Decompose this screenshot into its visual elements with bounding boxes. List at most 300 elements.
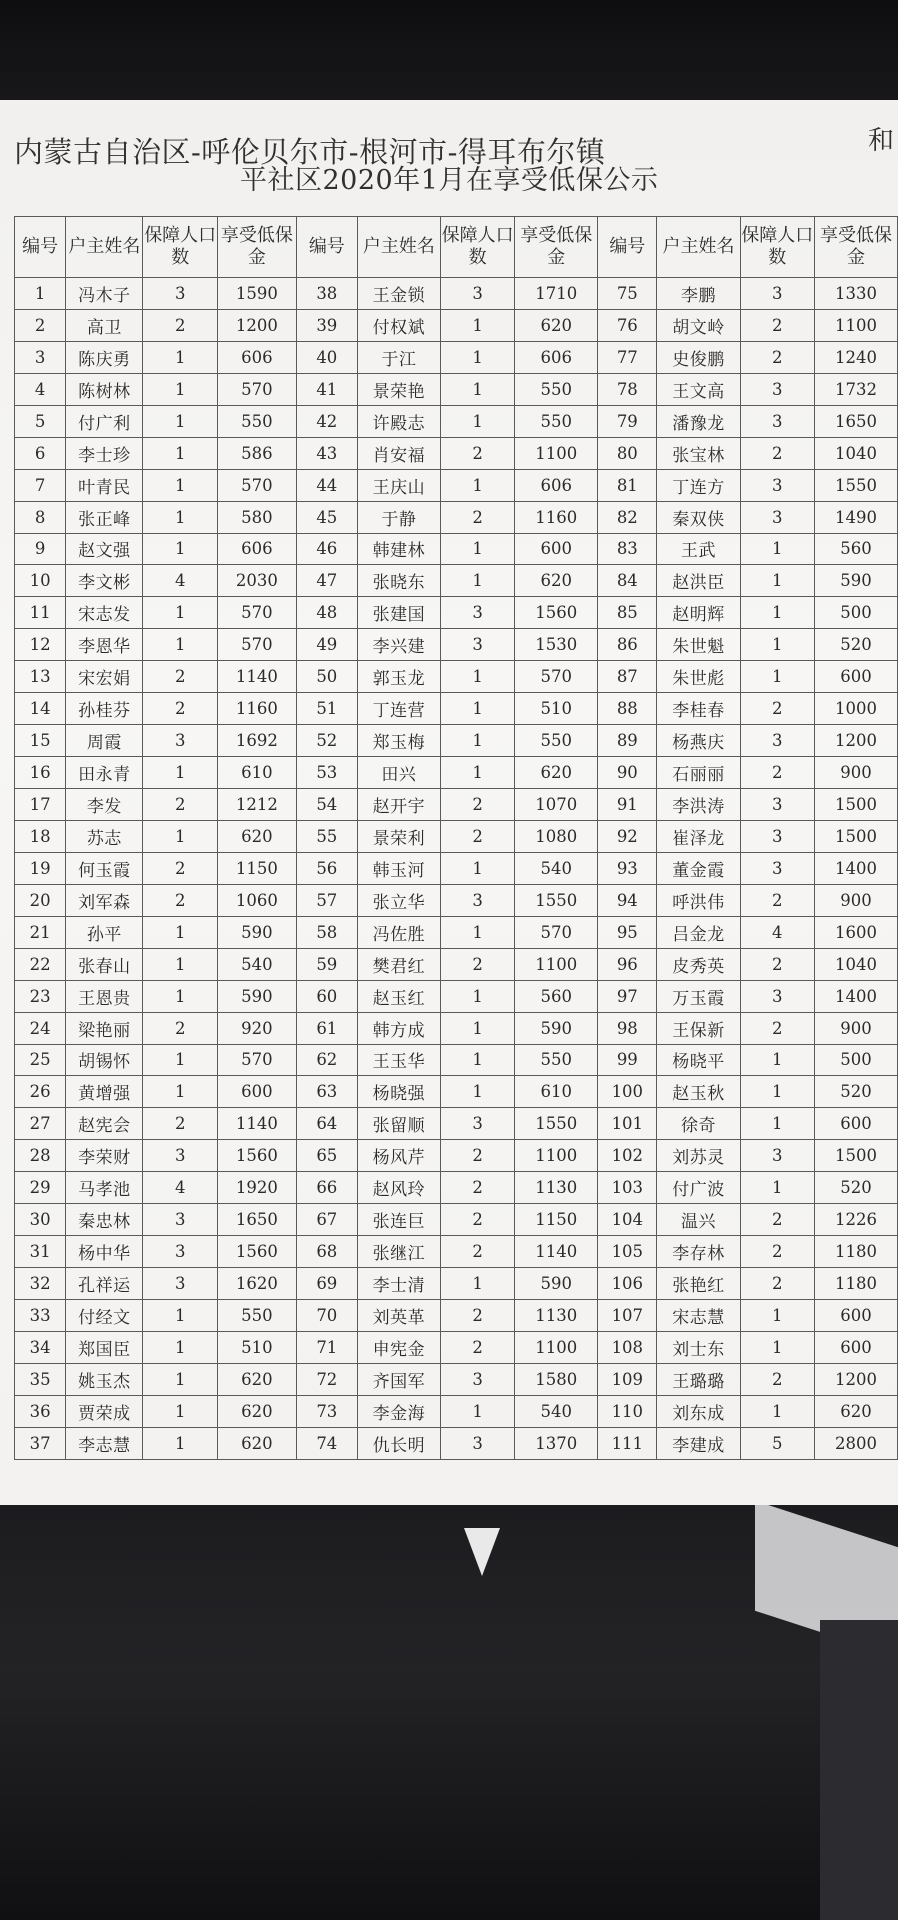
- cell-name: 董金霞: [657, 852, 740, 884]
- cell-household-size: 2: [740, 1204, 814, 1236]
- cell-name: 史俊鹏: [657, 341, 740, 373]
- cell-name: 许殿志: [357, 405, 440, 437]
- cell-allowance: 510: [515, 693, 598, 725]
- light-reflection: [464, 1528, 500, 1576]
- table-row: [15, 278, 898, 310]
- table-row: [15, 1268, 898, 1300]
- cell-name: 周霞: [66, 725, 143, 757]
- cell-name: 冯佐胜: [357, 916, 440, 948]
- cell-household-size: 3: [143, 1204, 217, 1236]
- cell-id: 4: [15, 373, 66, 405]
- cell-allowance: 510: [217, 1331, 296, 1363]
- cell-allowance: 1400: [815, 980, 898, 1012]
- cell-id: 3: [15, 341, 66, 373]
- cell-name: 李鹏: [657, 278, 740, 310]
- cell-id: 64: [296, 1108, 357, 1140]
- cell-name: 徐奇: [657, 1108, 740, 1140]
- cell-id: 71: [296, 1331, 357, 1363]
- cell-id: 40: [296, 341, 357, 373]
- cell-name: 王保新: [657, 1012, 740, 1044]
- table-row: [15, 469, 898, 501]
- cell-name: 梁艳丽: [66, 1012, 143, 1044]
- cell-id: 85: [598, 597, 657, 629]
- cell-allowance: 580: [217, 501, 296, 533]
- cell-household-size: 2: [740, 437, 814, 469]
- cell-household-size: 1: [440, 309, 514, 341]
- cell-household-size: 4: [143, 1172, 217, 1204]
- cell-allowance: 1180: [815, 1236, 898, 1268]
- cell-household-size: 5: [740, 1427, 814, 1459]
- cell-household-size: 1: [143, 469, 217, 501]
- cell-allowance: 570: [217, 469, 296, 501]
- cell-household-size: 3: [440, 884, 514, 916]
- cell-name: 丁连方: [657, 469, 740, 501]
- cell-household-size: 2: [740, 1363, 814, 1395]
- cell-allowance: 1550: [815, 469, 898, 501]
- cell-name: 秦双侠: [657, 501, 740, 533]
- cell-name: 吕金龙: [657, 916, 740, 948]
- cell-name: 张艳红: [657, 1268, 740, 1300]
- cell-household-size: 3: [440, 629, 514, 661]
- cell-allowance: 550: [515, 373, 598, 405]
- cell-name: 赵开宇: [357, 789, 440, 821]
- cell-allowance: 620: [217, 820, 296, 852]
- cell-name: 肖安福: [357, 437, 440, 469]
- cell-id: 81: [598, 469, 657, 501]
- cell-allowance: 520: [815, 629, 898, 661]
- table-row: [15, 597, 898, 629]
- cell-name: 杨中华: [66, 1236, 143, 1268]
- cell-name: 胡锡怀: [66, 1044, 143, 1076]
- cell-allowance: 570: [217, 1044, 296, 1076]
- cell-allowance: 1100: [515, 948, 598, 980]
- cell-allowance: 600: [815, 661, 898, 693]
- cell-name: 李存林: [657, 1236, 740, 1268]
- cell-household-size: 1: [440, 1012, 514, 1044]
- cell-id: 58: [296, 916, 357, 948]
- cell-name: 张春山: [66, 948, 143, 980]
- cell-allowance: 1000: [815, 693, 898, 725]
- cell-household-size: 3: [740, 278, 814, 310]
- cell-household-size: 1: [440, 661, 514, 693]
- cell-allowance: 620: [515, 565, 598, 597]
- cell-id: 69: [296, 1268, 357, 1300]
- cell-allowance: 900: [815, 884, 898, 916]
- cell-household-size: 1: [143, 916, 217, 948]
- cell-household-size: 2: [143, 884, 217, 916]
- cell-household-size: 2: [440, 1172, 514, 1204]
- cell-household-size: 3: [740, 725, 814, 757]
- cell-allowance: 600: [815, 1300, 898, 1332]
- cell-id: 32: [15, 1268, 66, 1300]
- cell-allowance: 570: [217, 597, 296, 629]
- cell-name: 胡文岭: [657, 309, 740, 341]
- cell-id: 80: [598, 437, 657, 469]
- cell-household-size: 3: [440, 1427, 514, 1459]
- cell-name: 付权斌: [357, 309, 440, 341]
- cell-household-size: 3: [740, 789, 814, 821]
- cell-allowance: 1692: [217, 725, 296, 757]
- cell-household-size: 1: [143, 948, 217, 980]
- cell-name: 朱世彪: [657, 661, 740, 693]
- cell-id: 17: [15, 789, 66, 821]
- cell-id: 37: [15, 1427, 66, 1459]
- cell-household-size: 1: [440, 1268, 514, 1300]
- cell-allowance: 1100: [515, 1140, 598, 1172]
- cell-name: 陈庆勇: [66, 341, 143, 373]
- column-header-id: 编号: [296, 217, 357, 278]
- table-row: [15, 948, 898, 980]
- cell-household-size: 2: [440, 1236, 514, 1268]
- cell-id: 7: [15, 469, 66, 501]
- cell-name: 杨燕庆: [657, 725, 740, 757]
- cell-id: 24: [15, 1012, 66, 1044]
- cell-id: 60: [296, 980, 357, 1012]
- cell-allowance: 1580: [515, 1363, 598, 1395]
- cell-id: 8: [15, 501, 66, 533]
- cell-name: 温兴: [657, 1204, 740, 1236]
- cell-id: 68: [296, 1236, 357, 1268]
- cell-household-size: 1: [143, 757, 217, 789]
- cell-allowance: 606: [217, 533, 296, 565]
- cell-allowance: 1550: [515, 884, 598, 916]
- cell-allowance: 1140: [515, 1236, 598, 1268]
- cell-allowance: 620: [515, 309, 598, 341]
- cell-allowance: 500: [815, 597, 898, 629]
- cell-name: 孙平: [66, 916, 143, 948]
- cell-household-size: 3: [740, 980, 814, 1012]
- table-row: [15, 916, 898, 948]
- cell-household-size: 2: [740, 1012, 814, 1044]
- document-title-corner: 和: [868, 126, 895, 156]
- cell-id: 107: [598, 1300, 657, 1332]
- cell-id: 73: [296, 1395, 357, 1427]
- cell-household-size: 2: [740, 341, 814, 373]
- table-row: [15, 725, 898, 757]
- cell-name: 郑国臣: [66, 1331, 143, 1363]
- cell-allowance: 1100: [815, 309, 898, 341]
- cell-household-size: 2: [440, 948, 514, 980]
- cell-household-size: 1: [440, 980, 514, 1012]
- cell-id: 44: [296, 469, 357, 501]
- table-row: [15, 1395, 898, 1427]
- cell-allowance: 1040: [815, 948, 898, 980]
- cell-household-size: 1: [143, 1076, 217, 1108]
- cell-name: 李士清: [357, 1268, 440, 1300]
- cell-allowance: 1600: [815, 916, 898, 948]
- cell-id: 83: [598, 533, 657, 565]
- cell-allowance: 1560: [217, 1236, 296, 1268]
- cell-id: 95: [598, 916, 657, 948]
- cell-id: 20: [15, 884, 66, 916]
- header-row: [15, 217, 898, 278]
- dark-background-bottom: [0, 1500, 898, 1920]
- cell-id: 21: [15, 916, 66, 948]
- cell-name: 韩建林: [357, 533, 440, 565]
- cell-allowance: 1160: [217, 693, 296, 725]
- cell-id: 89: [598, 725, 657, 757]
- cell-name: 崔泽龙: [657, 820, 740, 852]
- cell-allowance: 1590: [217, 278, 296, 310]
- cell-id: 100: [598, 1076, 657, 1108]
- cell-household-size: 1: [440, 469, 514, 501]
- cell-id: 19: [15, 852, 66, 884]
- cell-name: 景荣利: [357, 820, 440, 852]
- table-row: [15, 437, 898, 469]
- table-row: [15, 341, 898, 373]
- table-body: [15, 278, 898, 1460]
- cell-name: 仇长明: [357, 1427, 440, 1459]
- cell-name: 韩方成: [357, 1012, 440, 1044]
- cell-household-size: 2: [440, 501, 514, 533]
- cell-id: 57: [296, 884, 357, 916]
- cell-name: 张留顺: [357, 1108, 440, 1140]
- cell-allowance: 1500: [815, 820, 898, 852]
- cell-name: 李士珍: [66, 437, 143, 469]
- cell-name: 郭玉龙: [357, 661, 440, 693]
- cell-id: 77: [598, 341, 657, 373]
- table-row: [15, 501, 898, 533]
- cell-household-size: 3: [143, 1268, 217, 1300]
- table-row: [15, 565, 898, 597]
- cell-household-size: 4: [740, 916, 814, 948]
- cell-id: 46: [296, 533, 357, 565]
- cell-name: 王庆山: [357, 469, 440, 501]
- cell-household-size: 1: [440, 1044, 514, 1076]
- cell-household-size: 1: [440, 373, 514, 405]
- table-row: [15, 820, 898, 852]
- cell-household-size: 2: [143, 852, 217, 884]
- cell-id: 28: [15, 1140, 66, 1172]
- cell-household-size: 2: [143, 693, 217, 725]
- cell-name: 赵洪臣: [657, 565, 740, 597]
- cell-allowance: 550: [515, 725, 598, 757]
- table-row: [15, 1236, 898, 1268]
- cell-household-size: 3: [740, 852, 814, 884]
- cell-household-size: 1: [143, 373, 217, 405]
- cell-allowance: 550: [515, 1044, 598, 1076]
- cell-household-size: 1: [143, 405, 217, 437]
- cell-id: 54: [296, 789, 357, 821]
- cell-name: 王文高: [657, 373, 740, 405]
- cell-name: 呼洪伟: [657, 884, 740, 916]
- cell-id: 96: [598, 948, 657, 980]
- cell-name: 冯木子: [66, 278, 143, 310]
- cell-id: 61: [296, 1012, 357, 1044]
- cell-household-size: 1: [143, 597, 217, 629]
- cell-name: 李洪涛: [657, 789, 740, 821]
- cell-name: 石丽丽: [657, 757, 740, 789]
- cell-allowance: 570: [515, 661, 598, 693]
- cell-allowance: 920: [217, 1012, 296, 1044]
- cell-allowance: 1650: [217, 1204, 296, 1236]
- cell-id: 51: [296, 693, 357, 725]
- cell-allowance: 900: [815, 1012, 898, 1044]
- cell-name: 丁连营: [357, 693, 440, 725]
- cell-allowance: 2030: [217, 565, 296, 597]
- table-row: [15, 1076, 898, 1108]
- cell-name: 于江: [357, 341, 440, 373]
- cell-allowance: 560: [815, 533, 898, 565]
- cell-id: 50: [296, 661, 357, 693]
- cell-allowance: 1920: [217, 1172, 296, 1204]
- table-row: [15, 1427, 898, 1459]
- cell-allowance: 600: [515, 533, 598, 565]
- cell-id: 29: [15, 1172, 66, 1204]
- cell-id: 25: [15, 1044, 66, 1076]
- cell-household-size: 1: [143, 341, 217, 373]
- cell-name: 苏志: [66, 820, 143, 852]
- table-row: [15, 1300, 898, 1332]
- cell-household-size: 1: [740, 1108, 814, 1140]
- cell-name: 韩玉河: [357, 852, 440, 884]
- cell-id: 91: [598, 789, 657, 821]
- cell-allowance: 500: [815, 1044, 898, 1076]
- cell-name: 皮秀英: [657, 948, 740, 980]
- cell-allowance: 1240: [815, 341, 898, 373]
- cell-household-size: 4: [143, 565, 217, 597]
- cell-name: 宋志慧: [657, 1300, 740, 1332]
- cell-household-size: 3: [440, 278, 514, 310]
- cell-allowance: 1200: [815, 725, 898, 757]
- cell-allowance: 520: [815, 1172, 898, 1204]
- background-object: [820, 1620, 898, 1920]
- cell-allowance: 1530: [515, 629, 598, 661]
- cell-id: 105: [598, 1236, 657, 1268]
- cell-id: 39: [296, 309, 357, 341]
- cell-name: 宋宏娟: [66, 661, 143, 693]
- cell-id: 31: [15, 1236, 66, 1268]
- cell-allowance: 1200: [217, 309, 296, 341]
- cell-allowance: 590: [815, 565, 898, 597]
- cell-name: 于静: [357, 501, 440, 533]
- cell-allowance: 1500: [815, 789, 898, 821]
- cell-allowance: 600: [815, 1108, 898, 1140]
- cell-allowance: 1650: [815, 405, 898, 437]
- table-row: [15, 1331, 898, 1363]
- cell-household-size: 1: [143, 629, 217, 661]
- cell-id: 103: [598, 1172, 657, 1204]
- cell-id: 26: [15, 1076, 66, 1108]
- document-title-line2: 平社区2020年1月在享受低保公示: [240, 165, 659, 196]
- cell-household-size: 2: [143, 1108, 217, 1140]
- cell-id: 27: [15, 1108, 66, 1140]
- cell-allowance: 1160: [515, 501, 598, 533]
- cell-allowance: 520: [815, 1076, 898, 1108]
- cell-allowance: 620: [217, 1427, 296, 1459]
- cell-allowance: 1620: [217, 1268, 296, 1300]
- cell-household-size: 1: [440, 693, 514, 725]
- cell-name: 王金锁: [357, 278, 440, 310]
- cell-id: 88: [598, 693, 657, 725]
- cell-name: 杨晓强: [357, 1076, 440, 1108]
- cell-id: 78: [598, 373, 657, 405]
- table-row: [15, 884, 898, 916]
- cell-name: 张立华: [357, 884, 440, 916]
- cell-name: 张宝林: [657, 437, 740, 469]
- cell-id: 49: [296, 629, 357, 661]
- cell-household-size: 1: [740, 565, 814, 597]
- cell-allowance: 570: [217, 373, 296, 405]
- cell-name: 孙桂芬: [66, 693, 143, 725]
- cell-name: 刘英革: [357, 1300, 440, 1332]
- cell-allowance: 1150: [217, 852, 296, 884]
- cell-household-size: 3: [740, 1140, 814, 1172]
- table-row: [15, 1012, 898, 1044]
- cell-id: 1: [15, 278, 66, 310]
- cell-name: 杨风芹: [357, 1140, 440, 1172]
- cell-household-size: 1: [143, 980, 217, 1012]
- cell-household-size: 1: [440, 852, 514, 884]
- cell-id: 16: [15, 757, 66, 789]
- cell-id: 65: [296, 1140, 357, 1172]
- cell-id: 70: [296, 1300, 357, 1332]
- cell-household-size: 2: [740, 1268, 814, 1300]
- cell-name: 付经文: [66, 1300, 143, 1332]
- cell-allowance: 550: [515, 405, 598, 437]
- cell-household-size: 1: [143, 1300, 217, 1332]
- cell-household-size: 1: [143, 1427, 217, 1459]
- cell-name: 齐国军: [357, 1363, 440, 1395]
- cell-household-size: 1: [740, 533, 814, 565]
- cell-allowance: 900: [815, 757, 898, 789]
- cell-name: 贾荣成: [66, 1395, 143, 1427]
- cell-id: 42: [296, 405, 357, 437]
- cell-allowance: 1040: [815, 437, 898, 469]
- cell-allowance: 610: [515, 1076, 598, 1108]
- cell-name: 李文彬: [66, 565, 143, 597]
- cell-id: 53: [296, 757, 357, 789]
- cell-allowance: 600: [217, 1076, 296, 1108]
- cell-allowance: 600: [815, 1331, 898, 1363]
- cell-name: 马孝池: [66, 1172, 143, 1204]
- cell-name: 万玉霞: [657, 980, 740, 1012]
- cell-name: 李桂春: [657, 693, 740, 725]
- table-row: [15, 757, 898, 789]
- cell-name: 潘豫龙: [657, 405, 740, 437]
- document-title-line1: 内蒙古自治区-呼伦贝尔市-根河市-得耳布尔镇: [14, 135, 606, 169]
- cell-id: 33: [15, 1300, 66, 1332]
- cell-allowance: 2800: [815, 1427, 898, 1459]
- cell-id: 98: [598, 1012, 657, 1044]
- cell-allowance: 590: [515, 1012, 598, 1044]
- cell-allowance: 1226: [815, 1204, 898, 1236]
- cell-allowance: 606: [217, 341, 296, 373]
- cell-name: 樊君红: [357, 948, 440, 980]
- cell-name: 张建国: [357, 597, 440, 629]
- table-row: [15, 1172, 898, 1204]
- cell-household-size: 1: [440, 725, 514, 757]
- table-row: [15, 405, 898, 437]
- cell-name: 李金海: [357, 1395, 440, 1427]
- cell-name: 景荣艳: [357, 373, 440, 405]
- cell-id: 15: [15, 725, 66, 757]
- cell-allowance: 1560: [515, 597, 598, 629]
- cell-household-size: 2: [440, 1140, 514, 1172]
- cell-household-size: 1: [143, 1395, 217, 1427]
- cell-household-size: 2: [740, 1236, 814, 1268]
- cell-id: 90: [598, 757, 657, 789]
- cell-id: 84: [598, 565, 657, 597]
- cell-id: 34: [15, 1331, 66, 1363]
- cell-allowance: 1212: [217, 789, 296, 821]
- cell-id: 63: [296, 1076, 357, 1108]
- cell-id: 76: [598, 309, 657, 341]
- table-row: [15, 1140, 898, 1172]
- cell-id: 66: [296, 1172, 357, 1204]
- cell-id: 56: [296, 852, 357, 884]
- cell-household-size: 1: [143, 501, 217, 533]
